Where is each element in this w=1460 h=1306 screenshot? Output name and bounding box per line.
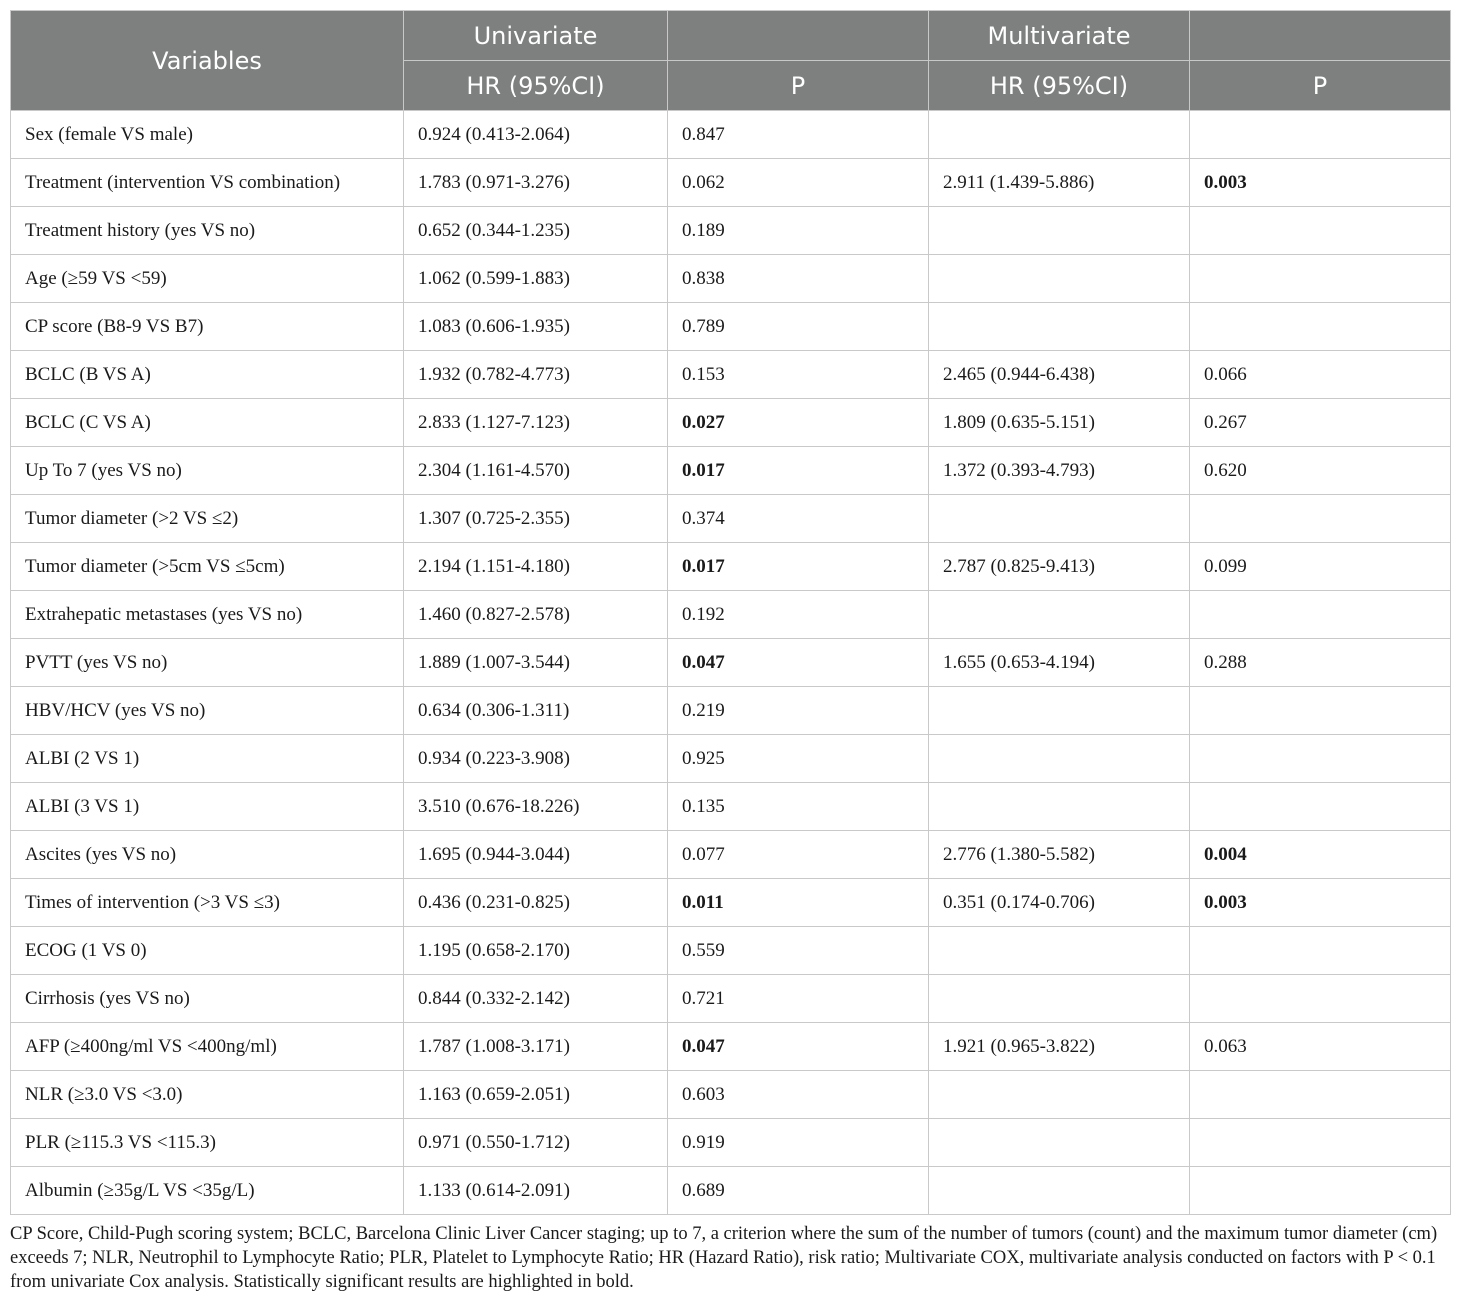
table-row bbox=[11, 1023, 1451, 1071]
multivariate-hr-cell: 1.655 (0.653-4.194) bbox=[929, 639, 1190, 687]
multivariate-p-cell: 0.099 bbox=[1190, 543, 1451, 591]
multivariate-hr-cell: 1.372 (0.393-4.793) bbox=[929, 447, 1190, 495]
table-row bbox=[11, 207, 1451, 255]
variable-cell: PLR (≥115.3 VS <115.3) bbox=[11, 1119, 404, 1167]
univariate-p-cell: 0.077 bbox=[668, 831, 929, 879]
univariate-hr-cell: 1.133 (0.614-2.091) bbox=[404, 1167, 668, 1215]
variable-cell: ECOG (1 VS 0) bbox=[11, 927, 404, 975]
table-row bbox=[11, 399, 1451, 447]
variable-cell: PVTT (yes VS no) bbox=[11, 639, 404, 687]
table-row bbox=[11, 927, 1451, 975]
table-row bbox=[11, 447, 1451, 495]
univariate-p-cell: 0.689 bbox=[668, 1167, 929, 1215]
cox-regression-table bbox=[10, 10, 1451, 1215]
univariate-p-cell: 0.153 bbox=[668, 351, 929, 399]
multivariate-p-cell: 0.267 bbox=[1190, 399, 1451, 447]
header-univariate: Univariate bbox=[404, 11, 668, 61]
univariate-hr-cell: 1.932 (0.782-4.773) bbox=[404, 351, 668, 399]
multivariate-hr-cell bbox=[929, 495, 1190, 543]
variable-cell: Sex (female VS male) bbox=[11, 111, 404, 159]
variable-cell: Extrahepatic metastases (yes VS no) bbox=[11, 591, 404, 639]
table-row bbox=[11, 783, 1451, 831]
univariate-hr-cell: 1.695 (0.944-3.044) bbox=[404, 831, 668, 879]
multivariate-hr-cell: 0.351 (0.174-0.706) bbox=[929, 879, 1190, 927]
univariate-hr-cell: 1.787 (1.008-3.171) bbox=[404, 1023, 668, 1071]
multivariate-hr-cell bbox=[929, 1119, 1190, 1167]
variable-cell: BCLC (B VS A) bbox=[11, 351, 404, 399]
univariate-p-cell: 0.789 bbox=[668, 303, 929, 351]
multivariate-p-cell bbox=[1190, 975, 1451, 1023]
header-univariate-p: P bbox=[668, 61, 929, 111]
multivariate-hr-cell bbox=[929, 975, 1190, 1023]
table-row bbox=[11, 975, 1451, 1023]
multivariate-hr-cell bbox=[929, 591, 1190, 639]
header-multivariate-hr: HR (95%CI) bbox=[929, 61, 1190, 111]
header-row-top bbox=[11, 11, 1451, 61]
univariate-p-cell: 0.925 bbox=[668, 735, 929, 783]
univariate-hr-cell: 0.924 (0.413-2.064) bbox=[404, 111, 668, 159]
variable-cell: BCLC (C VS A) bbox=[11, 399, 404, 447]
variable-cell: Cirrhosis (yes VS no) bbox=[11, 975, 404, 1023]
variable-cell: Times of intervention (>3 VS ≤3) bbox=[11, 879, 404, 927]
multivariate-hr-cell bbox=[929, 687, 1190, 735]
variable-cell: HBV/HCV (yes VS no) bbox=[11, 687, 404, 735]
header-multivariate-p: P bbox=[1190, 61, 1451, 111]
multivariate-p-cell: 0.288 bbox=[1190, 639, 1451, 687]
univariate-p-cell: 0.135 bbox=[668, 783, 929, 831]
table-row bbox=[11, 687, 1451, 735]
multivariate-hr-cell: 1.921 (0.965-3.822) bbox=[929, 1023, 1190, 1071]
univariate-p-cell: 0.192 bbox=[668, 591, 929, 639]
table-row bbox=[11, 639, 1451, 687]
multivariate-p-cell bbox=[1190, 207, 1451, 255]
multivariate-p-cell bbox=[1190, 783, 1451, 831]
univariate-p-cell: 0.017 bbox=[668, 447, 929, 495]
univariate-hr-cell: 0.934 (0.223-3.908) bbox=[404, 735, 668, 783]
header-multivariate: Multivariate bbox=[929, 11, 1190, 61]
multivariate-hr-cell bbox=[929, 1167, 1190, 1215]
univariate-hr-cell: 1.163 (0.659-2.051) bbox=[404, 1071, 668, 1119]
multivariate-p-cell bbox=[1190, 303, 1451, 351]
multivariate-hr-cell: 2.787 (0.825-9.413) bbox=[929, 543, 1190, 591]
univariate-p-cell: 0.374 bbox=[668, 495, 929, 543]
multivariate-hr-cell: 2.465 (0.944-6.438) bbox=[929, 351, 1190, 399]
univariate-p-cell: 0.062 bbox=[668, 159, 929, 207]
table-row bbox=[11, 159, 1451, 207]
univariate-p-cell: 0.017 bbox=[668, 543, 929, 591]
multivariate-p-cell: 0.003 bbox=[1190, 879, 1451, 927]
multivariate-hr-cell bbox=[929, 111, 1190, 159]
multivariate-p-cell bbox=[1190, 255, 1451, 303]
multivariate-hr-cell bbox=[929, 303, 1190, 351]
univariate-hr-cell: 1.783 (0.971-3.276) bbox=[404, 159, 668, 207]
table-row bbox=[11, 303, 1451, 351]
variable-cell: Up To 7 (yes VS no) bbox=[11, 447, 404, 495]
multivariate-hr-cell: 2.911 (1.439-5.886) bbox=[929, 159, 1190, 207]
univariate-hr-cell: 1.460 (0.827-2.578) bbox=[404, 591, 668, 639]
univariate-hr-cell: 2.833 (1.127-7.123) bbox=[404, 399, 668, 447]
multivariate-hr-cell: 1.809 (0.635-5.151) bbox=[929, 399, 1190, 447]
multivariate-p-cell bbox=[1190, 495, 1451, 543]
univariate-p-cell: 0.559 bbox=[668, 927, 929, 975]
multivariate-hr-cell bbox=[929, 1071, 1190, 1119]
variable-cell: CP score (B8-9 VS B7) bbox=[11, 303, 404, 351]
variable-cell: Treatment history (yes VS no) bbox=[11, 207, 404, 255]
univariate-p-cell: 0.721 bbox=[668, 975, 929, 1023]
variable-cell: ALBI (3 VS 1) bbox=[11, 783, 404, 831]
table-row bbox=[11, 1071, 1451, 1119]
multivariate-hr-cell: 2.776 (1.380-5.582) bbox=[929, 831, 1190, 879]
univariate-hr-cell: 0.634 (0.306-1.311) bbox=[404, 687, 668, 735]
univariate-p-cell: 0.189 bbox=[668, 207, 929, 255]
variable-cell: Tumor diameter (>2 VS ≤2) bbox=[11, 495, 404, 543]
multivariate-p-cell bbox=[1190, 111, 1451, 159]
multivariate-hr-cell bbox=[929, 783, 1190, 831]
univariate-p-cell: 0.838 bbox=[668, 255, 929, 303]
header-multivariate-blank bbox=[1190, 11, 1451, 61]
table-row bbox=[11, 1119, 1451, 1167]
header-variables: Variables bbox=[11, 11, 404, 111]
table-row bbox=[11, 255, 1451, 303]
univariate-p-cell: 0.047 bbox=[668, 1023, 929, 1071]
univariate-hr-cell: 0.652 (0.344-1.235) bbox=[404, 207, 668, 255]
variable-cell: NLR (≥3.0 VS <3.0) bbox=[11, 1071, 404, 1119]
cox-regression-table-container bbox=[10, 10, 1450, 1215]
multivariate-hr-cell bbox=[929, 927, 1190, 975]
multivariate-p-cell: 0.004 bbox=[1190, 831, 1451, 879]
univariate-p-cell: 0.919 bbox=[668, 1119, 929, 1167]
multivariate-p-cell bbox=[1190, 1071, 1451, 1119]
table-row bbox=[11, 831, 1451, 879]
table-row bbox=[11, 879, 1451, 927]
table-footnote: CP Score, Child-Pugh scoring system; BCLC, Barcelona Clinic Liver Cancer staging; up to 7, a criterion where the sum of the number of tumors (count) and the maximum tumor diameter (cm) exceeds 7; NLR, Neutrophil to Lymphocyte Ratio; PLR, Platelet to Lymphocyte Ratio; HR (Hazard Ratio), risk ratio; Multivariate COX, multivariate analysis conducted on factors with P < 0.1 from univariate Cox analysis. Statistically significant results are highlighted in bold. bbox=[10, 1224, 1438, 1292]
univariate-hr-cell: 2.194 (1.151-4.180) bbox=[404, 543, 668, 591]
univariate-p-cell: 0.847 bbox=[668, 111, 929, 159]
univariate-hr-cell: 0.436 (0.231-0.825) bbox=[404, 879, 668, 927]
univariate-hr-cell: 1.307 (0.725-2.355) bbox=[404, 495, 668, 543]
univariate-p-cell: 0.047 bbox=[668, 639, 929, 687]
multivariate-p-cell bbox=[1190, 927, 1451, 975]
header-univariate-blank bbox=[668, 11, 929, 61]
variable-cell: Treatment (intervention VS combination) bbox=[11, 159, 404, 207]
table-row bbox=[11, 351, 1451, 399]
univariate-hr-cell: 0.971 (0.550-1.712) bbox=[404, 1119, 668, 1167]
univariate-p-cell: 0.011 bbox=[668, 879, 929, 927]
univariate-hr-cell: 1.195 (0.658-2.170) bbox=[404, 927, 668, 975]
multivariate-hr-cell bbox=[929, 735, 1190, 783]
table-body bbox=[11, 111, 1451, 1215]
variable-cell: Albumin (≥35g/L VS <35g/L) bbox=[11, 1167, 404, 1215]
table-row bbox=[11, 495, 1451, 543]
univariate-p-cell: 0.027 bbox=[668, 399, 929, 447]
univariate-hr-cell: 1.083 (0.606-1.935) bbox=[404, 303, 668, 351]
table-row bbox=[11, 735, 1451, 783]
variable-cell: Ascites (yes VS no) bbox=[11, 831, 404, 879]
variable-cell: Age (≥59 VS <59) bbox=[11, 255, 404, 303]
table-row bbox=[11, 111, 1451, 159]
univariate-p-cell: 0.219 bbox=[668, 687, 929, 735]
multivariate-p-cell: 0.003 bbox=[1190, 159, 1451, 207]
multivariate-hr-cell bbox=[929, 255, 1190, 303]
multivariate-p-cell bbox=[1190, 591, 1451, 639]
multivariate-p-cell bbox=[1190, 1119, 1451, 1167]
multivariate-p-cell bbox=[1190, 687, 1451, 735]
table-row bbox=[11, 1167, 1451, 1215]
univariate-p-cell: 0.603 bbox=[668, 1071, 929, 1119]
variable-cell: Tumor diameter (>5cm VS ≤5cm) bbox=[11, 543, 404, 591]
header-univariate-hr: HR (95%CI) bbox=[404, 61, 668, 111]
univariate-hr-cell: 1.889 (1.007-3.544) bbox=[404, 639, 668, 687]
multivariate-p-cell: 0.063 bbox=[1190, 1023, 1451, 1071]
univariate-hr-cell: 3.510 (0.676-18.226) bbox=[404, 783, 668, 831]
multivariate-p-cell: 0.620 bbox=[1190, 447, 1451, 495]
variable-cell: ALBI (2 VS 1) bbox=[11, 735, 404, 783]
table-row bbox=[11, 543, 1451, 591]
variable-cell: AFP (≥400ng/ml VS <400ng/ml) bbox=[11, 1023, 404, 1071]
table-header bbox=[11, 11, 1451, 111]
multivariate-p-cell bbox=[1190, 1167, 1451, 1215]
multivariate-p-cell: 0.066 bbox=[1190, 351, 1451, 399]
univariate-hr-cell: 1.062 (0.599-1.883) bbox=[404, 255, 668, 303]
univariate-hr-cell: 0.844 (0.332-2.142) bbox=[404, 975, 668, 1023]
multivariate-p-cell bbox=[1190, 735, 1451, 783]
univariate-hr-cell: 2.304 (1.161-4.570) bbox=[404, 447, 668, 495]
table-row bbox=[11, 591, 1451, 639]
multivariate-hr-cell bbox=[929, 207, 1190, 255]
